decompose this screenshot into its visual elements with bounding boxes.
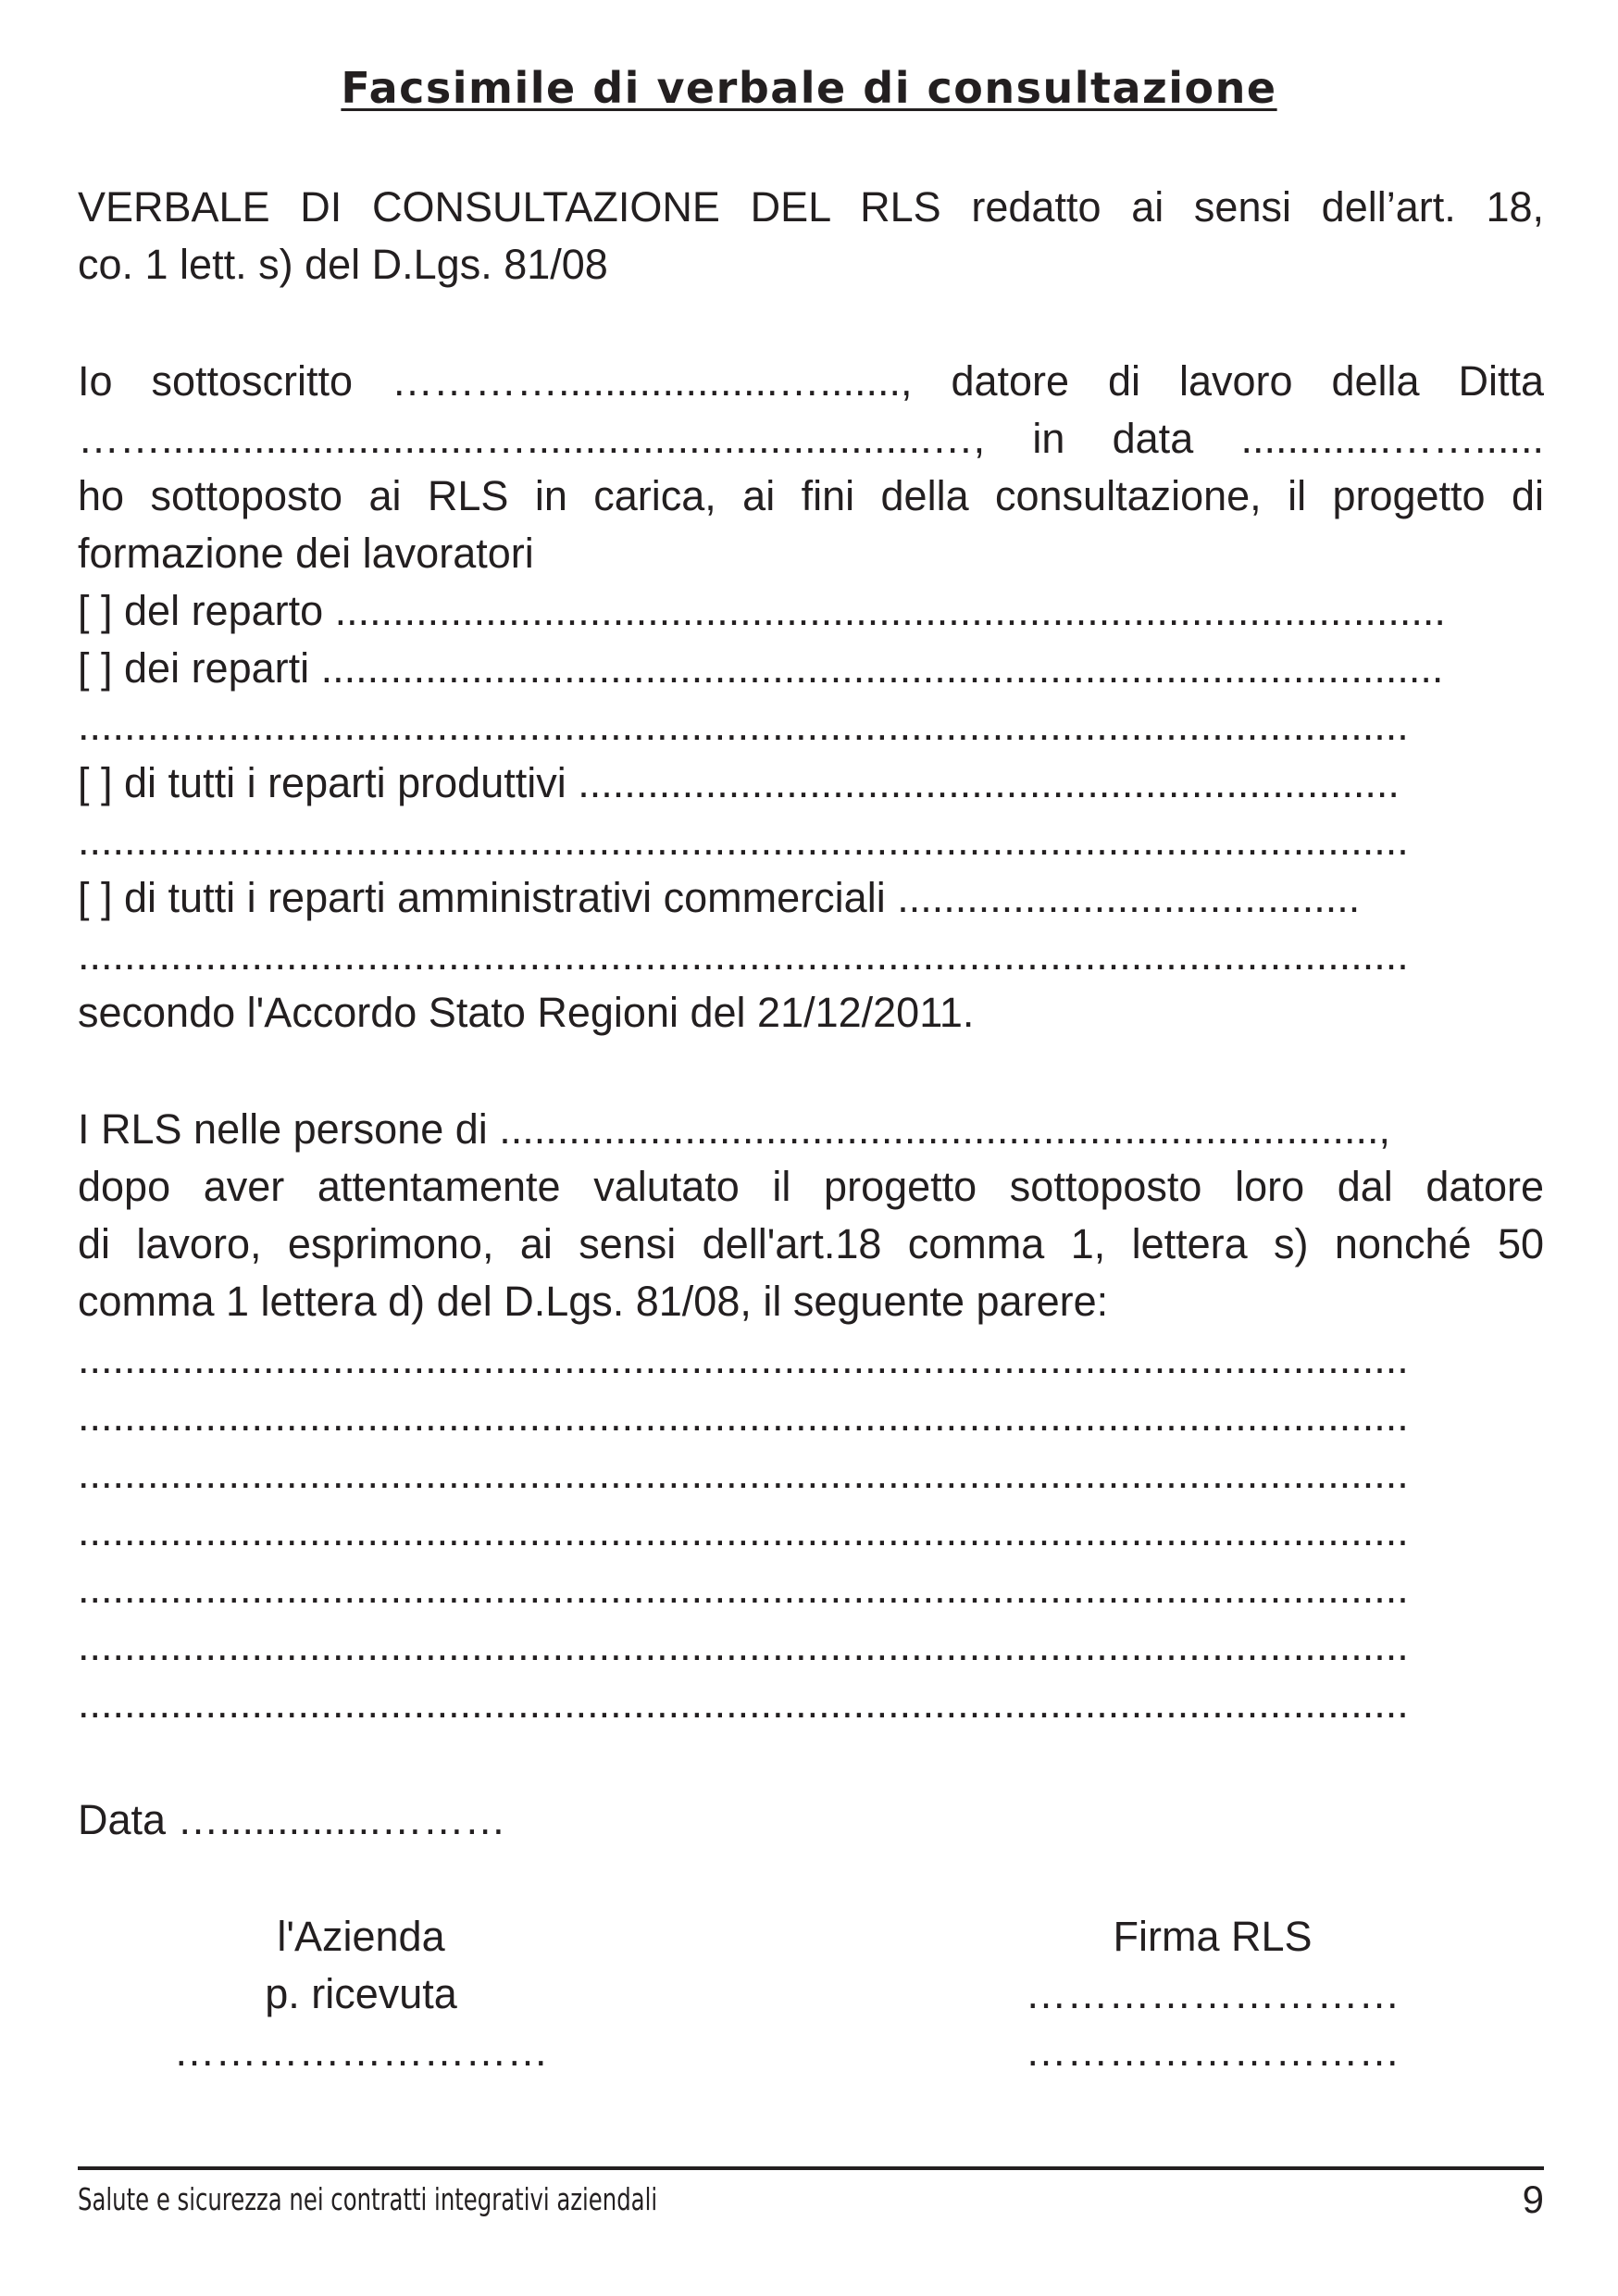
page-number: 9: [1522, 2177, 1544, 2221]
company-signature-line: ………………………: [173, 2028, 549, 2075]
evaluation-line-3: comma 1 lettera d) del D.Lgs. 81/08, il seguente parere:: [78, 1278, 1109, 1325]
opinion-line: ...................................................................................................................: [78, 1392, 1409, 1440]
opinion-line: ...................................................................................................................: [78, 1679, 1409, 1727]
opinion-line: ...................................................................................................................: [78, 1335, 1409, 1382]
training-line: formazione dei lavoratori: [78, 530, 534, 577]
company-date-line: ……............................…...................................…, in data .............……......: [78, 415, 1544, 462]
checkbox-option-reparto: [ ] del reparto ................................................................................................: [78, 587, 1446, 634]
checkbox-option-produttivi: [ ] di tutti i reparti produttivi .......................................................................: [78, 759, 1400, 806]
receipt-label: p. ricevuta: [265, 1970, 457, 2017]
footer-title: Salute e sicurezza nei contratti integrativi aziendali: [78, 2181, 658, 2217]
fill-line: ...................................................................................................................: [78, 817, 1409, 864]
agreement-line: secondo l'Accordo Stato Regioni del 21/12/2011.: [78, 989, 975, 1036]
checkbox-option-amministrativi: [ ] di tutti i reparti amministrativi commerciali ........................................: [78, 874, 1361, 921]
opinion-line: ...................................................................................................................: [78, 1450, 1409, 1497]
rls-names-line: I RLS nelle persone di ............................................................................,: [78, 1105, 1390, 1153]
evaluation-line-1: dopo aver attentamente valutato il progetto sottoposto loro dal datore: [78, 1163, 1544, 1210]
page-title: Facsimile di verbale di consultazione: [341, 63, 1277, 113]
company-label: l'Azienda: [277, 1913, 445, 1960]
date-line: Data …..............………: [78, 1796, 506, 1843]
evaluation-line-2: di lavoro, esprimono, ai sensi dell'art.18 comma 1, lettera s) nonché 50: [78, 1220, 1544, 1267]
rls-signature-line-2: ………………………: [1025, 2028, 1400, 2075]
footer-divider: [78, 2166, 1544, 2170]
opinion-line: ...................................................................................................................: [78, 1507, 1409, 1554]
declarant-line: Io sottoscritto …………...................…......., datore di lavoro della Ditta: [78, 357, 1544, 405]
fill-line: ...................................................................................................................: [78, 931, 1409, 979]
opinion-line: ...................................................................................................................: [78, 1565, 1409, 1612]
intro-line-2: co. 1 lett. s) del D.Lgs. 81/08: [78, 241, 608, 288]
opinion-line: ...................................................................................................................: [78, 1622, 1409, 1669]
fill-line: ...................................................................................................................: [78, 702, 1409, 749]
rls-signature-label: Firma RLS: [1113, 1913, 1313, 1960]
rls-signature-line-1: ………………………: [1025, 1970, 1400, 2017]
submission-line: ho sottoposto ai RLS in carica, ai fini della consultazione, il progetto di: [78, 472, 1544, 519]
intro-line-1: VERBALE DI CONSULTAZIONE DEL RLS redatto ai sensi dell’art. 18,: [78, 183, 1544, 231]
checkbox-option-reparti: [ ] dei reparti .................................................................................................: [78, 644, 1444, 692]
